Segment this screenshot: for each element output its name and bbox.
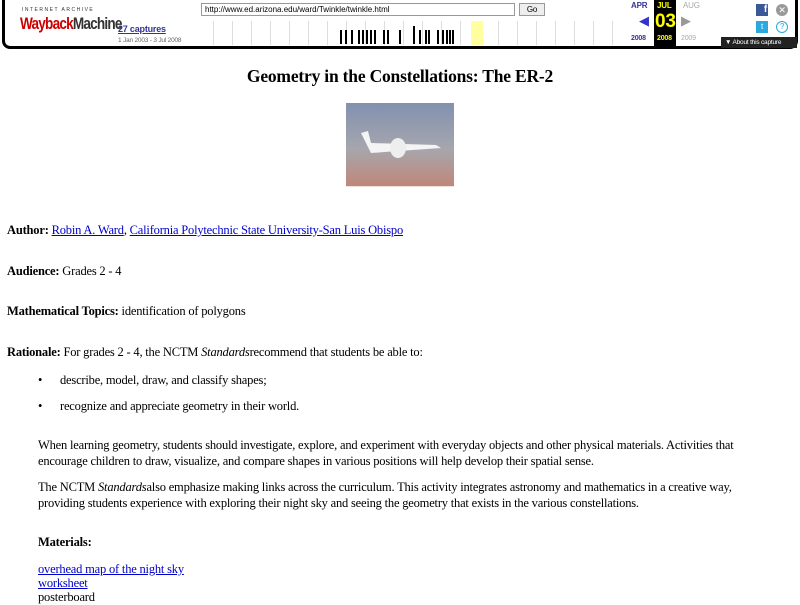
wayback-toolbar — [2, 0, 798, 49]
capture-mark[interactable] — [345, 30, 347, 44]
capture-mark[interactable] — [366, 30, 368, 44]
capture-mark[interactable] — [374, 30, 376, 44]
rationale-line — [7, 345, 423, 360]
capture-mark[interactable] — [452, 30, 454, 44]
audience-label: Audience: — [7, 264, 60, 278]
capture-mark[interactable] — [437, 30, 439, 44]
capture-mark[interactable] — [413, 26, 415, 44]
next-arrow-icon: ▶ — [681, 13, 691, 28]
close-icon[interactable]: ✕ — [776, 4, 788, 16]
about-capture-button[interactable]: ▼ About this capture — [721, 37, 797, 48]
url-input[interactable] — [201, 3, 515, 16]
aircraft-icon — [346, 103, 454, 195]
current-month: JUL — [657, 1, 672, 10]
material-link-worksheet[interactable]: worksheet — [38, 576, 88, 590]
materials-heading: Materials: — [38, 535, 92, 549]
capture-range: 1 Jan 2003 - 3 Jul 2008 — [118, 37, 182, 44]
text: For grades 2 - 4, the NCTM — [60, 345, 202, 359]
capture-mark[interactable] — [340, 30, 342, 44]
rationale-label: Rationale: — [7, 345, 61, 359]
capture-mark[interactable] — [362, 30, 364, 44]
page-title: Geometry in the Constellations: The ER-2 — [246, 66, 554, 86]
capture-mark[interactable] — [446, 30, 448, 44]
text: Standards — [98, 480, 147, 494]
author-label: Author: — [7, 223, 49, 237]
capture-mark[interactable] — [419, 30, 421, 44]
capture-mark[interactable] — [425, 30, 427, 44]
topics-line — [7, 304, 246, 319]
logo-part: Machine — [72, 14, 122, 33]
audience-value: Grades 2 - 4 — [59, 264, 122, 278]
material-posterboard: posterboard — [38, 590, 95, 604]
er2-aircraft-image — [346, 103, 454, 195]
go-button[interactable]: Go — [519, 3, 545, 16]
captures-link[interactable]: 27 captures — [118, 24, 166, 34]
capture-mark[interactable] — [428, 30, 430, 44]
text: also emphasize making links across the curriculum. This activity integrates astronomy and mathematics in a creative way, providing students experience with exploring their night sky and seeing the geometry that exists in the various constellations. — [38, 480, 732, 510]
next-year: 2009 — [681, 35, 696, 42]
material-link-night-sky[interactable]: overhead map of the night sky — [38, 562, 184, 576]
sep: , — [123, 223, 130, 237]
capture-mark[interactable] — [358, 30, 360, 44]
author-link[interactable]: Robin A. Ward — [51, 223, 124, 237]
topics-value: identification of polygons — [118, 304, 246, 318]
next-month: AUG — [683, 1, 700, 10]
capture-mark[interactable] — [387, 30, 389, 44]
prev-year[interactable]: 2008 — [631, 35, 646, 42]
facebook-icon[interactable]: f — [756, 4, 768, 16]
list-item: • describe, model, draw, and classify shapes; — [60, 373, 267, 388]
prev-arrow-icon[interactable]: ◀ — [639, 13, 649, 28]
topics-label: Mathematical Topics: — [7, 304, 119, 318]
capture-mark[interactable] — [442, 30, 444, 44]
list-item: • recognize and appreciate geometry in their world. — [60, 399, 299, 414]
paragraph — [38, 479, 778, 511]
capture-mark[interactable] — [351, 30, 353, 44]
wayback-logo[interactable] — [20, 14, 122, 34]
current-year-highlight — [471, 21, 483, 45]
text: The NCTM — [38, 480, 98, 494]
text: Standards — [201, 345, 250, 359]
twitter-icon[interactable]: t — [756, 21, 768, 33]
prev-month[interactable]: APR — [631, 1, 648, 10]
help-icon[interactable]: ? — [776, 21, 788, 33]
author-line — [7, 223, 403, 238]
institution-link[interactable]: California Polytechnic State University-San Luis Obispo — [129, 223, 404, 237]
audience-line — [7, 264, 121, 279]
paragraph: When learning geometry, students should investigate, explore, and experiment with everyday objects and other physical materials. Activities that encourage children to draw, visualize, and compare shapes in various positions will help develop their spatial sense. — [38, 438, 734, 468]
text: recommend that students be able to: — [249, 345, 423, 359]
logo-part: Wayback — [20, 14, 73, 33]
current-day: 03 — [655, 11, 676, 32]
current-year: 2008 — [657, 35, 672, 42]
capture-mark[interactable] — [399, 30, 401, 44]
capture-mark[interactable] — [449, 30, 451, 44]
capture-mark[interactable] — [370, 30, 372, 44]
capture-mark[interactable] — [383, 30, 385, 44]
capture-timeline[interactable] — [195, 21, 625, 45]
wayback-logo-top: INTERNET ARCHIVE — [22, 7, 95, 13]
